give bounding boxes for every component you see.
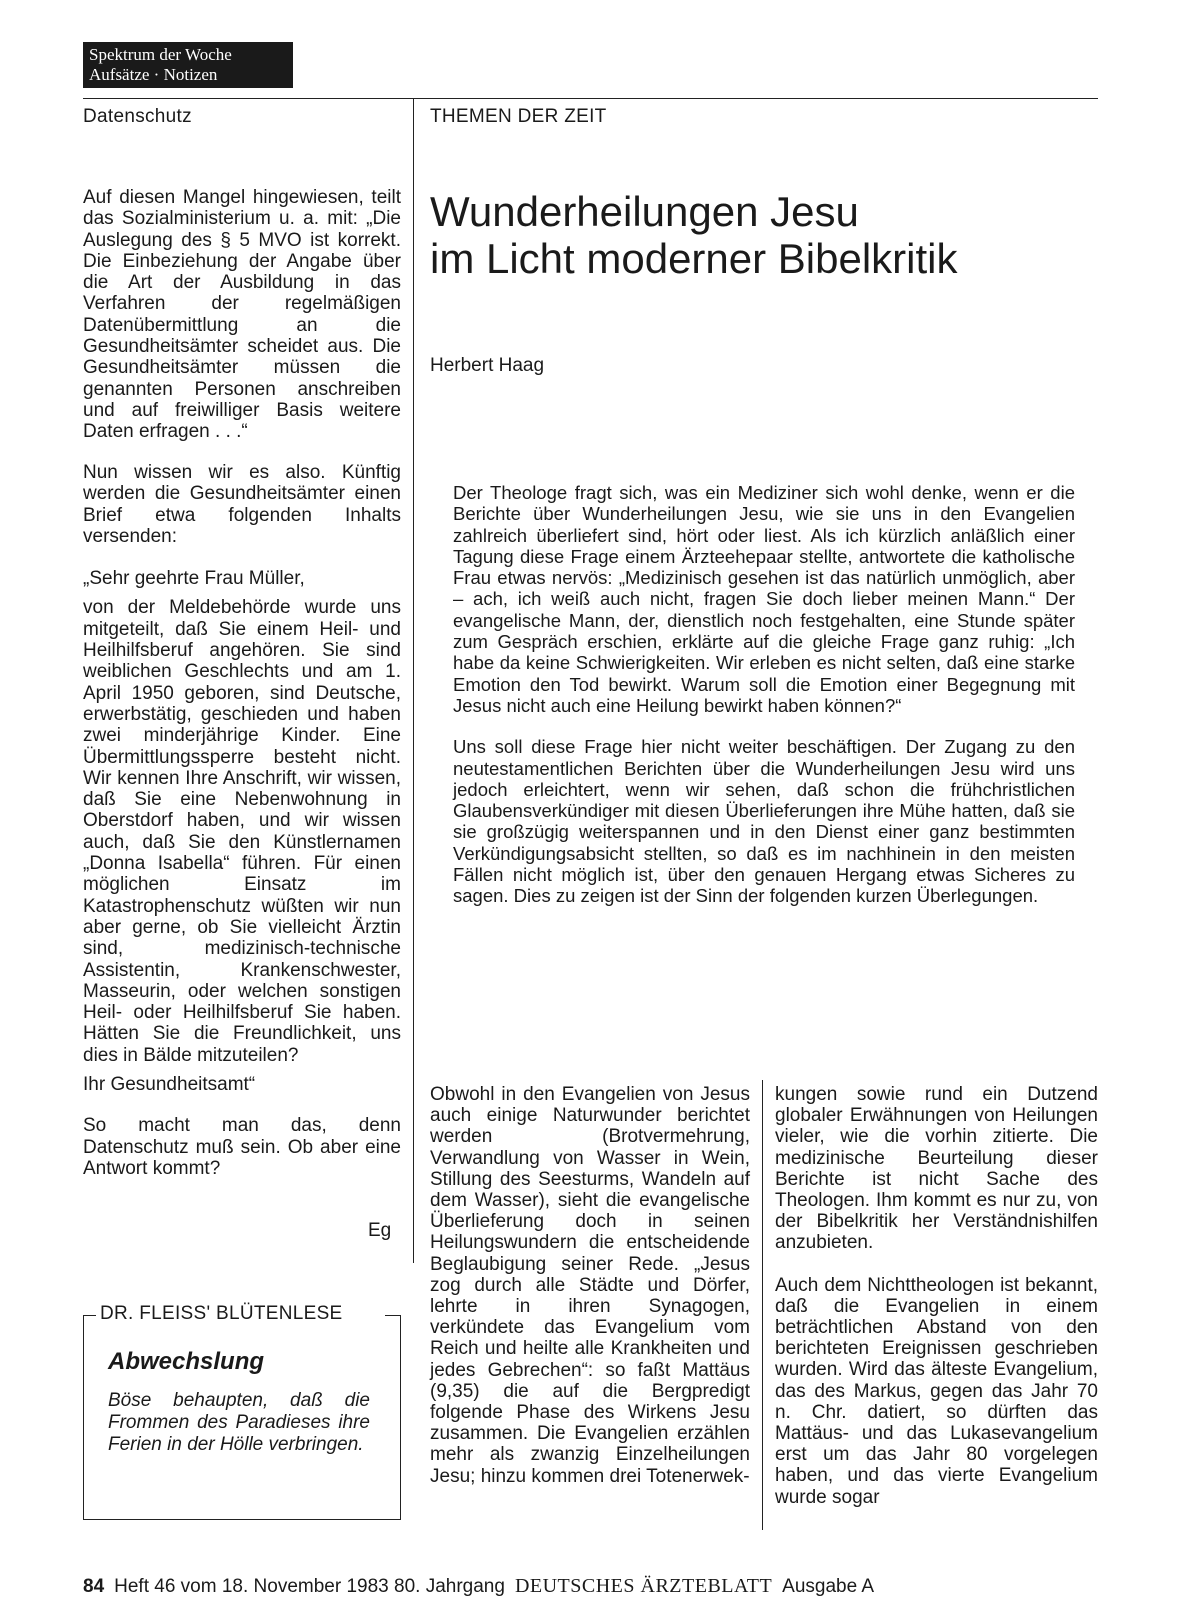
badge-line-1: Spektrum der Woche — [89, 45, 232, 64]
body-paragraph-1: Obwohl in den Evangelien von Jesus auch einige Naturwunder berichtet werden (Brotvermehrung, Verwandlung von Wasser in Wein, Stillung des Seesturms, Wandeln auf dem Wasser), sieht die evangelische Überlieferung doch in seinen Heilungswundern die entscheidende Beglaubigung seiner Rede. „Jesus zog durch alle Städte und Dörfer, lehrte in ihren Synagogen, verkündete das Evangelium vom Reich und heilte alle Krankheiten und jedes Gebrechen“: so faßt Mattäus (9,35) die auf die Bergpredigt folgende Phase des Wirkens Jesu zusammen. Die Evangelien erzählen mehr als zwanzig Einzelheilungen Jesu; hinzu kommen drei Totenerwek- — [430, 1084, 750, 1487]
article-title — [430, 188, 958, 282]
body-column-1 — [430, 1084, 750, 1487]
left-paragraph-1: Auf diesen Mangel hingewiesen, teilt das Sozialministerium u. a. mit: „Die Auslegung des § 5 MVO ist korrekt. Die Einbeziehung der Angabe über die Art der Ausbildung in das Verfahren der regelmäßigen Datenübermittlung an die Gesundheitsämter scheidet aus. Die Gesundheitsämter müssen die genannten Personen anschreiben und auf freiwilliger Basis weitere Daten erfragen . . .“ — [83, 187, 401, 443]
signature: Eg — [368, 1220, 392, 1241]
badge-line-2: Aufsätze · Notizen — [89, 65, 218, 84]
edition: Ausgabe A — [782, 1576, 875, 1597]
top-rule — [83, 98, 1098, 99]
body-paragraph-3: Auch dem Nichttheologen ist bekannt, daß die Evangelien in einem beträchtlichen Abstand von den berichteten Ereignissen geschrieben wurden. Wird das älteste Evangelium, das des Markus, gegen das Jahr 70 n. Chr. datiert, so dürften das Mattäus- und das Lukasevangelium erst um das Jahr 80 vorgelegen haben, und das vierte Evangelium wurde sogar — [775, 1274, 1098, 1508]
title-line-1: Wunderheilungen Jesu — [430, 188, 859, 235]
left-paragraph-5: Ihr Gesundheitsamt“ — [83, 1074, 256, 1096]
box-top-rule-right — [385, 1315, 401, 1316]
magazine-name: DEUTSCHES ÄRZTEBLATT — [514, 1575, 773, 1597]
page-footer — [83, 1575, 874, 1598]
left-paragraph-2: Nun wissen wir es also. Künftig werden die Gesundheitsämter einen Brief etwa folgenden Inhalts versenden: — [83, 462, 401, 547]
left-column-letter — [83, 462, 401, 1179]
box-top-rule-left — [83, 1315, 96, 1316]
lead-paragraph-1: Der Theologe fragt sich, was ein Mediziner sich wohl denke, wenn er die Berichte über Wunderheilungen Jesu, wie sie uns in den Evangelien zahlreich überliefert sind, hört oder liest. Als ich kürzlich anläßlich einer Tagung diese Frage einem Ärzteehepaar stellte, antwortete die katholische Frau etwas nervös: „Medizinisch gesehen ist das natürlich unmöglich, aber – ach, ich weiß auch nicht, fragen Sie doch lieber meinen Mann.“ Der evangelische Mann, der, dienstlich noch festgehalten, eine Stunde später zum Gespräch erschien, erklärte auf die gleiche Frage ganz ruhig: „Ich habe da keine Schwierigkeiten. Wir erleben es nicht selten, daß eine starke Emotion den Tod bewirkt. Warum soll die Emotion einer Begegnung mit Jesus nicht auch eine Heilung bewirkt haben können?“ — [453, 482, 1075, 716]
left-paragraph-3: „Sehr geehrte Frau Müller, — [83, 568, 305, 590]
article-lead — [453, 482, 1075, 927]
title-line-2: im Licht moderner Bibelkritik — [430, 235, 958, 282]
body-column-divider — [762, 1080, 763, 1530]
lead-paragraph-2: Uns soll diese Frage hier nicht weiter beschäftigen. Der Zugang zu den neutestamentlichen Berichten über die Wunderheilungen Jesu wird uns jedoch erleichtert, wenn wir sehen, daß schon die frühchristlichen Glaubensverkündiger mit diesen Überlieferungen ihre Mühe hatten, daß sie sie großzügig weiterspannen und in den Dienst einer ganz bestimmten Verkündigungsabsicht stellten, so daß es im nachhinein in den meisten Fällen nicht möglich ist, über den genauen Hergang etwas Sicheres zu sagen. Dies zu zeigen ist der Sinn der folgenden kurzen Überlegungen. — [453, 736, 1075, 907]
left-paragraph-4: von der Meldebehörde wurde uns mitgeteilt, daß Sie einem Heil- und Heilhilfsberuf angehören. Sie sind weiblichen Geschlechts und am 1. April 1950 geboren, sind Deutsche, erwerbstätig, geschieden und haben zwei minderjährige Kinder. Eine Übermittlungssperre besteht nicht. Wir kennen Ihre Anschrift, wir wissen, daß Sie eine Nebenwohnung in Oberstdorf haben, und wir wissen auch, daß Sie den Künstlernamen „Donna Isabella“ führen. Für einen möglichen Einsatz im Katastrophenschutz wüßten wir nun aber gerne, ob Sie vielleicht Ärztin sind, medizinisch-technische Assistentin, Krankenschwester, Masseurin, oder welchen sonstigen Heil- oder Heilhilfsberuf Sie haben. Hätten Sie die Freundlichkeit, uns dies in Bälde mitzuteilen? — [83, 597, 401, 1066]
section-badge — [83, 42, 293, 88]
column-divider — [413, 98, 414, 1263]
body-column-2 — [775, 1084, 1098, 1529]
article-rubric: THEMEN DER ZEIT — [430, 106, 607, 127]
page-number: 84 — [83, 1576, 105, 1597]
left-paragraph-6: So macht man das, denn Datenschutz muß sein. Ob aber eine Antwort kommt? — [83, 1115, 401, 1179]
article-author: Herbert Haag — [430, 355, 545, 376]
box-heading: DR. FLEISS' BLÜTENLESE — [100, 1303, 343, 1324]
body-paragraph-2: kungen sowie rund ein Dutzend globaler Erwähnungen von Heilungen vieler, wie die vorhin zitierte. Die medizinische Beurteilung dieser Berichte ist nicht Sache des Theologen. Ihm kommt es nur zu, von der Bibelkritik her Verständnishilfen anzubieten. — [775, 1084, 1098, 1254]
issue-info: Heft 46 vom 18. November 1983 80. Jahrgang — [114, 1576, 505, 1597]
box-subtitle: Abwechslung — [108, 1348, 265, 1375]
box-text: Böse behaupten, daß die Frommen des Paradieses ihre Ferien in der Hölle verbringen. — [108, 1390, 370, 1455]
left-rubric: Datenschutz — [83, 106, 192, 127]
left-column-top — [83, 187, 401, 443]
